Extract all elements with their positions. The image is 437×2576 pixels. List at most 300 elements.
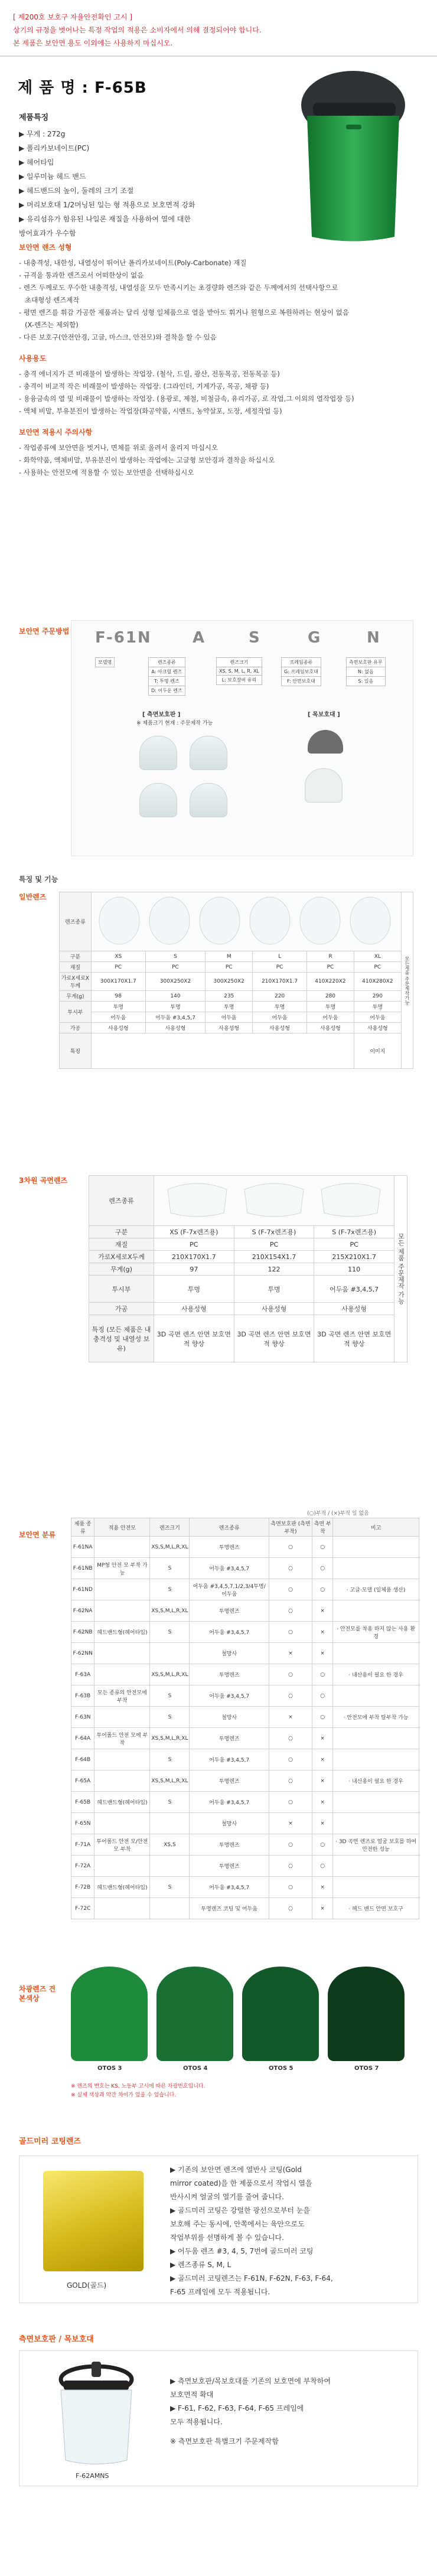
models-cell: ○ xyxy=(269,1898,312,1919)
order-side-opt: S: 있음 xyxy=(347,677,386,686)
order-lens-opt: T: 투명 렌즈 xyxy=(149,677,185,686)
models-cell: 투명렌즈 xyxy=(190,1856,269,1877)
side-guard-image xyxy=(37,2357,155,2469)
models-cell: ○ xyxy=(269,1622,312,1643)
models-cell: ○ xyxy=(269,1537,312,1558)
models-cell: × xyxy=(312,1622,333,1643)
order-size-opt: L: 보호장비 유리 xyxy=(217,676,262,685)
models-cell: × xyxy=(312,1600,333,1622)
models-cell: 투명렌즈 코팅 및 어두움 xyxy=(190,1898,269,1919)
gold-lens-image xyxy=(43,2171,144,2271)
models-cell: ○ xyxy=(312,1664,333,1685)
order-frame-opt: F: 안면보호대 xyxy=(282,677,321,686)
models-cell: × xyxy=(312,1813,333,1834)
models-cell: 어두움 #3,4,5,7 xyxy=(190,1792,269,1813)
order-side-table xyxy=(346,657,386,686)
neck-guard-label: [ 목보호대 ] xyxy=(308,712,340,718)
order-lens-kind-table xyxy=(148,657,185,696)
order-frame-opt: G: 프레임보호대 xyxy=(282,667,321,677)
models-cell xyxy=(333,1685,419,1707)
3d-th-kind: 렌즈종류 xyxy=(89,1176,154,1226)
tint-dark-cell: 어두움 xyxy=(354,1012,401,1023)
models-cell: XS,S,M,L,R,XL xyxy=(150,1664,190,1685)
size-cell: R xyxy=(307,951,354,962)
general-lens-table xyxy=(59,892,413,1069)
th-weight: 무게(g) xyxy=(60,991,92,1002)
spec-title: 제품특징 xyxy=(19,113,49,122)
notice-line-3: 본 제품은 보안면 용도 이외에는 사용하지 마십시오. xyxy=(13,39,173,47)
tint-swatch-otos3 xyxy=(71,1967,148,2061)
3d-dims-cell: 210X154X1.7 xyxy=(234,1251,314,1263)
models-cell: × xyxy=(312,1792,333,1813)
models-cell: F-64B xyxy=(71,1749,94,1770)
th-feature: 특징 xyxy=(60,1033,92,1069)
gold-item: mirror coated)을 한 제품으로서 작업시 열을 xyxy=(170,2179,312,2187)
spec-item: 방어효과가 우수함 xyxy=(19,229,76,237)
caution-item: - 사용하는 안전모에 적용할 수 있는 보안면을 선택하십시오 xyxy=(19,468,194,477)
models-cell: ○ xyxy=(312,1558,333,1579)
models-cell: 투명렌즈 xyxy=(190,1728,269,1749)
models-cell xyxy=(94,1643,150,1664)
lens-section-title: 보안면 렌즈 성형 xyxy=(19,243,72,252)
models-cell: 투명렌즈 xyxy=(190,1664,269,1685)
models-cell: 투명렌즈 xyxy=(190,1834,269,1856)
models-cell: ○ xyxy=(269,1728,312,1749)
models-cell: F-65N xyxy=(71,1813,94,1834)
side-guard-item: ※ 측면보호판 특별크기 주문제작함 xyxy=(170,2437,279,2445)
models-legend: (○)부적 / (×)부적 일 없음 xyxy=(307,1511,369,1517)
order-code: F-61N xyxy=(95,629,152,647)
3d-tint-cell: 투명 xyxy=(234,1276,314,1303)
models-cell: · 안전모를 착용 하지 않는 사용 환경 xyxy=(333,1622,419,1643)
gold-title: 골드미러 코팅렌즈 xyxy=(19,2137,81,2146)
models-cell: 철망사 xyxy=(190,1707,269,1728)
tint-label: OTOS 7 xyxy=(354,2065,379,2072)
gold-item: F-65 프레임에 모두 적용됩니다. xyxy=(170,2288,270,2296)
models-cell: ○ xyxy=(269,1579,312,1600)
models-cell: × xyxy=(312,1643,333,1664)
models-row xyxy=(71,1856,419,1877)
models-cell: F-65A xyxy=(71,1770,94,1792)
models-cell xyxy=(94,1600,150,1622)
dims-cell: 300X170X1.7 xyxy=(91,973,145,991)
models-cell: 철망사 xyxy=(190,1643,269,1664)
models-cell: ○ xyxy=(269,1664,312,1685)
size-cell: M xyxy=(206,951,253,962)
spec-item: ▶ 머리보호대 1/2머닝된 일는 형 적용으로 보호면적 강화 xyxy=(19,201,195,209)
models-title: 보안면 분류 xyxy=(19,1531,56,1539)
gold-item: 작업부위를 선명하게 볼 수 있습니다. xyxy=(170,2233,284,2242)
gold-caption: GOLD(골드) xyxy=(67,2281,107,2290)
use-cell: 사용성형 xyxy=(253,1023,307,1033)
models-cell xyxy=(150,1898,190,1919)
models-row xyxy=(71,1685,419,1707)
tint-cell: 투명 xyxy=(354,1002,401,1012)
models-cell: ○ xyxy=(312,1856,333,1877)
use-cell: 사용성형 xyxy=(206,1023,253,1033)
models-cell: · 고글·모델 (일체품 생산) xyxy=(333,1579,419,1600)
order-letter-a: A xyxy=(193,629,205,647)
models-cell: ○ xyxy=(312,1537,333,1558)
order-col-side: 측면보호판 유무 xyxy=(347,658,386,667)
product-spec-list xyxy=(19,111,279,240)
models-cell: 투어폴드 안전 모/안전모 부착 xyxy=(94,1834,150,1856)
models-cell: · 헤드 밴드 안면 보호구 xyxy=(333,1898,419,1919)
models-cell: XS,S xyxy=(150,1834,190,1856)
models-cell xyxy=(94,1537,150,1558)
models-cell: MP형 안전 모 부착 가능 xyxy=(94,1558,150,1579)
models-row xyxy=(71,1707,419,1728)
models-table xyxy=(71,1518,419,1919)
3d-lens-image-svg xyxy=(156,1178,392,1222)
lens-item: - 다른 보호구(안전안경, 고글, 마스크, 안전모)와 결착을 할 수 있음 xyxy=(19,333,217,341)
models-cell xyxy=(333,1643,419,1664)
order-method-label: 보안면 주문방법 xyxy=(19,627,70,635)
material-cell: PC xyxy=(354,962,401,973)
models-cell: ○ xyxy=(269,1792,312,1813)
models-cell: XS,S,M,L,R,XL xyxy=(150,1600,190,1622)
tint-label: OTOS 4 xyxy=(183,2065,208,2072)
models-cell xyxy=(94,1579,150,1600)
models-cell: S xyxy=(150,1685,190,1707)
material-cell: PC xyxy=(206,962,253,973)
models-cell xyxy=(150,1856,190,1877)
weight-cell: 235 xyxy=(206,991,253,1002)
models-cell: · 내산용이 필요 한 경우 xyxy=(333,1770,419,1792)
models-cell: 투명렌즈 xyxy=(190,1537,269,1558)
models-cell xyxy=(333,1813,419,1834)
tint-label: OTOS 3 xyxy=(97,2065,122,2072)
models-cell: × xyxy=(312,1770,333,1792)
neck-guard-image-2 xyxy=(305,768,343,803)
usage-item: - 액체 비말, 부유분진이 발생하는 작업장(화공약품, 시멘트, 농약살포, 도장, 세정작업 등) xyxy=(19,407,282,415)
models-cell xyxy=(94,1664,150,1685)
order-letter-n: N xyxy=(367,629,380,647)
models-cell: 헤드밴드형(헤어타입) xyxy=(94,1622,150,1643)
3d-col-cell: XS (F-7x렌즈용) xyxy=(154,1226,234,1238)
side-guard-item: 보호면적 확대 xyxy=(170,2391,214,2399)
order-lens-opt: D: 어두운 렌즈 xyxy=(149,686,185,696)
models-cell: F-72C xyxy=(71,1898,94,1919)
tint-swatch-otos5 xyxy=(242,1967,319,2061)
models-cell: · 3D 곡면 렌즈로 얼굴 보호를 하여 안전한 성능 xyxy=(333,1834,419,1856)
models-cell: XS,S,M,L,R,XL xyxy=(150,1537,190,1558)
caution-section-title: 보안면 적용시 주의사항 xyxy=(19,428,93,436)
gold-item: 보호해 주는 동시에, 안쪽에서는 육안으로도 xyxy=(170,2220,305,2228)
tint-dark-cell: 어두움 xyxy=(91,1012,145,1023)
models-cell: S xyxy=(150,1749,190,1770)
models-cell: ○ xyxy=(269,1558,312,1579)
dims-cell: 410X220X2 xyxy=(307,973,354,991)
models-header-cell: 제품 종류 xyxy=(71,1518,94,1537)
th-kind: 렌즈종류 xyxy=(60,892,92,951)
3d-lens-table xyxy=(89,1175,407,1362)
models-row xyxy=(71,1834,419,1856)
lens-item: - 렌즈 두께로도 우수한 내충격성, 내열성을 모두 만족시키는 초경량화 렌즈와 같은 두께에서의 선택사항으로 xyxy=(19,283,338,292)
gold-item: ▶ 어두움 렌즈 #3, 4, 5, 7번에 골드미러 코팅 xyxy=(170,2247,314,2255)
models-cell: 어두움 #3,4,5,7 xyxy=(190,1558,269,1579)
models-cell xyxy=(333,1877,419,1898)
3d-feature-cell: 3D 곡면 렌즈 안면 보호면적 향상 xyxy=(234,1315,314,1362)
gold-feature-list xyxy=(170,2163,333,2299)
dims-cell: 410X280X2 xyxy=(354,973,401,991)
order-model-table xyxy=(95,657,115,667)
models-row xyxy=(71,1622,419,1643)
tint-note-1: ※ 렌즈의 번호는 KS, 노동부 고시에 따른 차광번호입니다. xyxy=(71,2083,206,2089)
3d-feature-cell: 3D 곡면 렌즈 안면 보호면적 향상 xyxy=(314,1315,394,1362)
tint-cell: 투명 xyxy=(307,1002,354,1012)
dims-cell: 300X250X2 xyxy=(145,973,206,991)
models-row xyxy=(71,1813,419,1834)
3d-weight-cell: 97 xyxy=(154,1263,234,1276)
3d-dims-cell: 210X170X1.7 xyxy=(154,1251,234,1263)
material-cell: PC xyxy=(253,962,307,973)
tint-cell: 투명 xyxy=(206,1002,253,1012)
caution-item: - 화학약품, 액체비말, 부유분진이 발생하는 작업에는 고글형 보안경과 결착을 하십시오 xyxy=(19,456,275,464)
lens-section xyxy=(0,236,437,479)
models-cell xyxy=(333,1537,419,1558)
models-cell: XS,S,M,L,R,XL xyxy=(150,1770,190,1792)
side-guard-item: 모두 적용됩니다. xyxy=(170,2418,223,2426)
side-guard-card xyxy=(19,2350,418,2486)
models-cell: 어두움 #3,4,5,7 xyxy=(190,1685,269,1707)
tint-dark-cell: 어두움 xyxy=(253,1012,307,1023)
models-row xyxy=(71,1728,419,1749)
models-row xyxy=(71,1898,419,1919)
spec-item: ▶ 헤드밴드의 높이, 둘레의 크기 조절 xyxy=(19,187,134,195)
usage-item: - 용융금속의 열 및 비래물이 발생하는 작업장. (용광로, 제철, 비철금속, 유리가공, 로 작업,그 이외의 열작업장 등) xyxy=(19,394,354,403)
models-cell: F-62NN xyxy=(71,1643,94,1664)
3d-dims-cell: 215X210X1.7 xyxy=(314,1251,394,1263)
neck-guard-image xyxy=(308,730,343,754)
side-guard-item: ▶ 측면보호판/목보호대를 기존의 보호면에 부착하여 xyxy=(170,2377,331,2385)
models-cell: · 내산용이 필요 한 경우 xyxy=(333,1664,419,1685)
models-cell xyxy=(333,1558,419,1579)
tint-title: 차광렌즈 견본색상 xyxy=(19,1985,56,2003)
3d-th-material: 재질 xyxy=(89,1238,154,1251)
th-material: 재질 xyxy=(60,962,92,973)
gold-item: ▶ 렌즈종류 S, M, L xyxy=(170,2261,231,2269)
models-cell: F-71A xyxy=(71,1834,94,1856)
usage-item: - 충격 에너지가 큰 비래물이 발생하는 작업장. (철삭, 드릴, 광산, 전동목공, 전동목공 등) xyxy=(19,370,280,378)
tint-dark-cell: 어두움 xyxy=(307,1012,354,1023)
tint-swatch-otos4 xyxy=(156,1967,233,2061)
models-cell: F-61NA xyxy=(71,1537,94,1558)
3d-proc-cell: 사용성형 xyxy=(234,1303,314,1315)
order-frame-table xyxy=(281,657,321,686)
3d-th-weight: 무게(g) xyxy=(89,1263,154,1276)
side-guard-label: [ 측면보호판 ] xyxy=(142,712,181,718)
models-row xyxy=(71,1537,419,1558)
tint-cell: 투명 xyxy=(91,1002,145,1012)
weight-cell: 280 xyxy=(307,991,354,1002)
models-cell: × xyxy=(269,1813,312,1834)
order-col-frame: 프레임종류 xyxy=(282,658,321,667)
models-cell xyxy=(333,1600,419,1622)
th-type: 구분 xyxy=(60,951,92,962)
notice-line-2: 상기의 규정을 벗어나는 특정 작업의 적용은 소비자에서 의해 결정되어야 합니다. xyxy=(13,26,262,34)
models-cell: ○ xyxy=(269,1856,312,1877)
models-cell: S xyxy=(150,1792,190,1813)
caution-item: - 작업종류에 보안면을 벗거나, 면체를 위로 올려서 올리지 마십시오 xyxy=(19,444,218,452)
weight-cell: 220 xyxy=(253,991,307,1002)
models-cell xyxy=(333,1728,419,1749)
models-row xyxy=(71,1643,419,1664)
models-cell: · 안전모에 부착 탈부착 가능 xyxy=(333,1707,419,1728)
models-cell: S xyxy=(150,1579,190,1600)
material-cell: PC xyxy=(91,962,145,973)
3d-lens-title: 3차원 곡면렌즈 xyxy=(19,1176,68,1185)
models-cell xyxy=(94,1856,150,1877)
3d-material-cell: PC xyxy=(154,1238,234,1251)
models-cell: 투명렌즈 xyxy=(190,1770,269,1792)
models-cell: ○ xyxy=(269,1685,312,1707)
3d-side-vertical: 모든 제품 주문제작 가능 xyxy=(394,1176,407,1362)
size-cell: S xyxy=(145,951,206,962)
side-guard-item: ▶ F-61, F-62, F-63, F-64, F-65 프레임에 xyxy=(170,2404,304,2412)
th-use: 가공 xyxy=(60,1023,92,1033)
models-cell: S xyxy=(150,1877,190,1898)
models-cell xyxy=(94,1749,150,1770)
order-size-opt: XS, S, M, L, R, XL xyxy=(217,667,262,676)
3d-tint-cell: 투명 xyxy=(154,1276,234,1303)
gold-item: 반사시켜 얼굴의 열기를 줄여 줍니다. xyxy=(170,2193,284,2201)
models-cell xyxy=(333,1749,419,1770)
models-row xyxy=(71,1664,419,1685)
models-body xyxy=(71,1537,419,1919)
models-row xyxy=(71,1579,419,1600)
models-cell: F-62NA xyxy=(71,1600,94,1622)
models-cell: ○ xyxy=(312,1579,333,1600)
size-cell: XL xyxy=(354,951,401,962)
th-tint: 투시부 xyxy=(60,1002,92,1023)
models-header-cell: 측면 부착 xyxy=(312,1518,333,1537)
size-cell: XS xyxy=(91,951,145,962)
usage-item: - 충격이 비교적 작은 비래물이 발생하는 작업장. (그라인더, 기계가공, 목공, 채광 등) xyxy=(19,382,269,390)
3d-proc-cell: 사용성형 xyxy=(154,1303,234,1315)
models-cell: × xyxy=(312,1898,333,1919)
models-cell: ○ xyxy=(312,1834,333,1856)
models-cell xyxy=(94,1707,150,1728)
models-header-cell: 렌즈크기 xyxy=(150,1518,190,1537)
side-guard-title: 측면보호판 / 목보호대 xyxy=(19,2335,94,2344)
spec-item: ▶ 폴리카보네이트(PC) xyxy=(19,144,90,152)
3d-th-dims: 가로X세로X두께 xyxy=(89,1251,154,1263)
models-cell xyxy=(94,1770,150,1792)
tint-cell: 투명 xyxy=(145,1002,206,1012)
use-cell: 사용성형 xyxy=(145,1023,206,1033)
spec-item: ▶ 무게 : 272g xyxy=(19,130,66,138)
spec-item: ▶ 유리섬유가 함유된 나일론 재질을 사용하여 열에 대한 xyxy=(19,215,191,223)
models-cell: S xyxy=(150,1707,190,1728)
models-header-cell: 적용 안전모 xyxy=(94,1518,150,1537)
models-cell: F-62NB xyxy=(71,1622,94,1643)
models-row xyxy=(71,1600,419,1622)
gold-item: ▶ 골드미러 코팅은 강렬한 광선으로부터 눈을 xyxy=(170,2206,310,2215)
shield-image-3 xyxy=(139,783,177,817)
side-guard-caption: F-62AMNS xyxy=(76,2472,109,2480)
models-header-cell: 비고 xyxy=(333,1518,419,1537)
gold-item: ▶ 골드미러 코팅렌즈는 F-61N, F-62N, F-63, F-64, xyxy=(170,2274,333,2282)
models-cell: 어두움 #3,4,5,7 xyxy=(190,1749,269,1770)
lens-item: - 평면 렌즈를 휘감 가공한 제품과는 달리 성형 일체품으로 열을 받아도 휘거나 원형으로 복원하려는 현상이 없음 xyxy=(19,308,349,317)
models-cell: 모든 종류의 안전모에 부착 xyxy=(94,1685,150,1707)
size-cell: L xyxy=(253,951,307,962)
gold-card xyxy=(19,2156,418,2303)
product-model-title: 제 품 명 : F-65B xyxy=(18,79,147,97)
spec-section-title: 특징 및 기능 xyxy=(19,875,58,883)
models-cell: S xyxy=(150,1622,190,1643)
models-cell: × xyxy=(312,1749,333,1770)
spec-item: ▶ 헤어타입 xyxy=(19,158,54,167)
3d-weight-cell: 110 xyxy=(314,1263,394,1276)
models-cell: ○ xyxy=(312,1707,333,1728)
models-cell: × xyxy=(269,1643,312,1664)
models-cell: 어두움 #3,4,5,7 xyxy=(190,1877,269,1898)
use-cell: 사용성형 xyxy=(307,1023,354,1033)
usage-section-title: 사용용도 xyxy=(19,354,47,363)
models-cell xyxy=(150,1643,190,1664)
models-cell: S xyxy=(150,1558,190,1579)
models-cell: F-72B xyxy=(71,1877,94,1898)
face-shield-product-image xyxy=(289,69,413,246)
tint-swatch-otos7 xyxy=(328,1967,405,2061)
models-cell: XS,S,M,L,R,XL xyxy=(150,1728,190,1749)
models-cell: × xyxy=(312,1728,333,1749)
3d-feature-cell: 3D 곡면 렌즈 안면 보호면적 향상 xyxy=(154,1315,234,1362)
dims-cell: 210X170X1.7 xyxy=(253,973,307,991)
3d-material-cell: PC xyxy=(234,1238,314,1251)
lens-item: - 규격을 통과한 렌즈로서 어떠한상이 없음 xyxy=(19,271,144,279)
3d-th-feature: 특징 (모든 제품은 내충격성 및 내열성 보유) xyxy=(89,1315,154,1362)
order-lens-size-table xyxy=(216,657,262,685)
tint-note-2: ※ 실제 색상과 약간 차이가 있을 수 있습니다. xyxy=(71,2092,177,2098)
models-cell xyxy=(94,1898,150,1919)
models-cell xyxy=(94,1813,150,1834)
models-cell: F-64A xyxy=(71,1728,94,1749)
side-guard-note: ※ 제품크기 현재 : 주문제작 가능 xyxy=(136,720,213,726)
tint-label: OTOS 5 xyxy=(269,2065,293,2072)
models-cell: 투명렌즈 xyxy=(190,1600,269,1622)
models-cell: ○ xyxy=(312,1685,333,1707)
3d-th-proc: 가공 xyxy=(89,1303,154,1315)
models-cell: ○ xyxy=(269,1600,312,1622)
material-cell: PC xyxy=(145,962,206,973)
models-header-cell: 측면보호판 (측면부착) xyxy=(269,1518,312,1537)
models-cell: F-61ND xyxy=(71,1579,94,1600)
models-cell: F-63A xyxy=(71,1664,94,1685)
models-cell: 철망사 xyxy=(190,1813,269,1834)
models-cell: 어두움 #3,4,5,7,1/2,3/4투명/어두움 xyxy=(190,1579,269,1600)
lens-item: (X-렌즈는 제외함) xyxy=(25,321,79,329)
side-vertical-note: 모든제품 주문제작가능 xyxy=(401,892,413,1069)
models-row xyxy=(71,1770,419,1792)
order-col-model: 모델명 xyxy=(96,658,115,667)
weight-cell: 140 xyxy=(145,991,206,1002)
models-row xyxy=(71,1877,419,1898)
3d-col-cell: S (F-7x렌즈용) xyxy=(234,1226,314,1238)
models-cell: F-65B xyxy=(71,1792,94,1813)
models-cell: ○ xyxy=(269,1834,312,1856)
models-row xyxy=(71,1792,419,1813)
shield-image-1 xyxy=(139,736,177,770)
models-header-cell: 렌즈종류 xyxy=(190,1518,269,1537)
3d-proc-cell: 사용성형 xyxy=(314,1303,394,1315)
lens-images-header xyxy=(91,892,401,951)
models-cell xyxy=(150,1813,190,1834)
models-header-row xyxy=(71,1518,419,1537)
use-cell: 사용성형 xyxy=(354,1023,401,1033)
